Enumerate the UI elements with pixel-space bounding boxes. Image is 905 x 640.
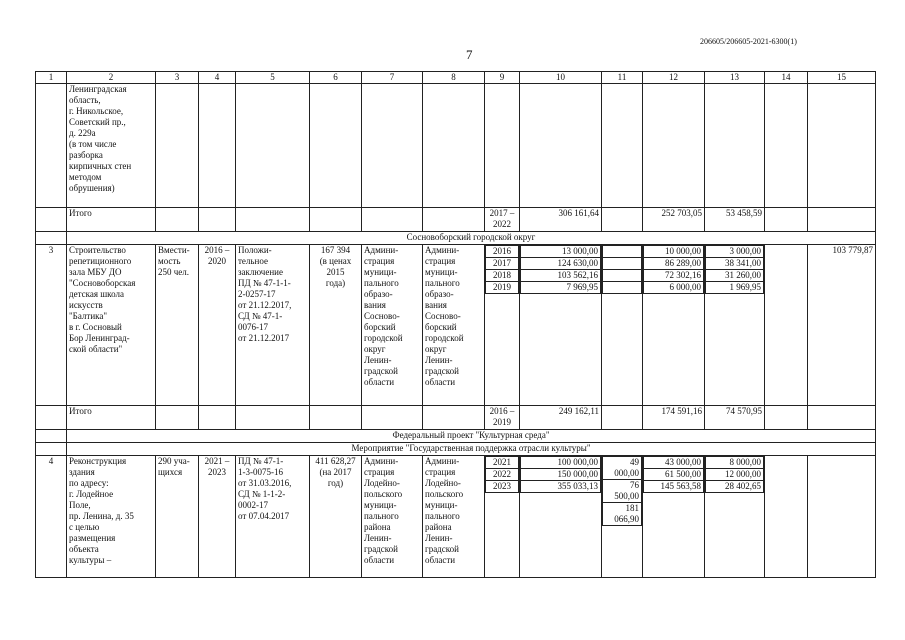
federal-cell [603,282,642,294]
column-header: 4 [199,72,236,84]
object-capacity: 290 уча- щихся [156,456,199,578]
regional-cell: 72 302,16 [644,270,704,282]
regional-cell: 61 500,00 [644,469,704,481]
column-header: 15 [808,72,876,84]
total-label: Итого [67,406,156,430]
budget-table [35,71,876,578]
year-cell: 2022 [486,469,519,481]
total-local: 74 570,95 [705,406,765,430]
amount-cell: 13 000,00 [521,246,601,258]
developer: Админи- страция Лодейно- польского муници- пального района Ленин- градской области [423,456,485,578]
total-years: 2016 – 2019 [485,406,520,430]
regional-cell: 86 289,00 [644,258,704,270]
column-header: 5 [236,72,310,84]
column-header: 6 [310,72,362,84]
year-cell: 2017 [486,258,519,270]
column-header: 9 [485,72,520,84]
construction-period: 2021 – 2023 [199,456,236,578]
local-cell: 31 260,00 [706,270,764,282]
column-header: 8 [423,72,485,84]
total-amount: 306 161,64 [520,208,602,232]
amount-cell: 124 630,00 [521,258,601,270]
year-cell: 2019 [486,282,519,294]
amount-cell: 150 000,00 [521,469,601,481]
year-cell: 2023 [486,481,519,493]
object-name: Реконструкция здания по адресу: г. Лодейное Поле, пр. Ленина, д. 35 с целью размещения объекта культуры – [67,456,156,578]
section-row [36,430,876,443]
local-cell: 38 341,00 [706,258,764,270]
row-number: 3 [36,245,67,406]
column-header: 3 [156,72,199,84]
construction-period: 2016 – 2020 [199,245,236,406]
federal-cell [603,246,642,258]
row-number: 4 [36,456,67,578]
estimated-cost: 167 394 (в ценах 2015 года) [310,245,362,406]
column-header: 1 [36,72,67,84]
regional-cell: 10 000,00 [644,246,704,258]
local-cell: 3 000,00 [706,246,764,258]
total-years: 2017 – 2022 [485,208,520,232]
column-header: 2 [67,72,156,84]
total-row [36,208,876,232]
customer: Админи- страция Лодейно- польского муници- пального района Ленин- градской области [362,456,423,578]
total-row [36,406,876,430]
amount-cell: 100 000,00 [521,457,601,469]
federal-cell [603,270,642,282]
regional-cell: 43 000,00 [644,457,704,469]
federal-cell: 181 066,90 [603,503,642,526]
year-cell: 2021 [486,457,519,469]
local-cell: 12 000,00 [706,469,764,481]
amount-cell: 355 033,13 [521,481,601,493]
regional-cell: 145 563,58 [644,481,704,493]
total-regional: 252 703,05 [643,208,705,232]
column-header: 13 [705,72,765,84]
total-local: 53 458,59 [705,208,765,232]
column-number-row [36,72,876,84]
developer: Админи- страция муници- пального образо- вания Сосново- борский городской округ Ленин- градской области [423,245,485,406]
object-name: Строительство репетиционного зала МБУ ДО "Сосновоборская детская школа искусств "Балтика" в г. Сосновый Бор Ленинград- ской области" [67,245,156,406]
column-header: 14 [765,72,808,84]
table-row [36,84,876,208]
project-documents: ПД № 47-1- 1-3-0075-16 от 31.03.2016, СД № 1-1-2- 0002-17 от 07.04.2017 [236,456,310,578]
federal-cell [603,258,642,270]
year-cell: 2016 [486,246,519,258]
section-row [36,232,876,245]
section-subtitle: Мероприятие "Государственная поддержка отрасли культуры" [67,443,876,456]
total-label: Итого [67,208,156,232]
table-row [36,245,876,406]
federal-cell: 76 500,00 [603,480,642,503]
object-name: Ленинградская область, г. Никольское, Советский пр., д. 229а (в том числе разборка кирпичных стен методом обрушения) [67,84,156,208]
local-cell: 28 402,65 [706,481,764,493]
customer: Админи- страция муници- пального образо- вания Сосново- борский городской округ Ленин- градской области [362,245,423,406]
estimated-cost: 411 628,27 (на 2017 год) [310,456,362,578]
column-header: 7 [362,72,423,84]
document-id: 206605/206605-2021-6300(1) [700,37,797,46]
local-cell: 1 969,95 [706,282,764,294]
column-header: 11 [602,72,643,84]
total-regional: 174 591,16 [643,406,705,430]
local-cell: 8 000,00 [706,457,764,469]
section-title: Федеральный проект "Культурная среда" [67,430,876,443]
section-title: Сосновоборский городской округ [67,232,876,245]
project-documents: Положи- тельное заключение ПД № 47-1-1- 2-0257-17 от 21.12.2017, СД № 47-1- 0076-17 от 21.12.2017 [236,245,310,406]
year-cell: 2018 [486,270,519,282]
amount-cell: 103 562,16 [521,270,601,282]
table-row [36,456,876,578]
object-capacity: Вмести- мость 250 чел. [156,245,199,406]
column-header: 10 [520,72,602,84]
total-cost-cell: 103 779,87 [808,245,876,406]
total-amount: 249 162,11 [520,406,602,430]
section-row [36,443,876,456]
column-header: 12 [643,72,705,84]
page-number: 7 [466,47,473,62]
amount-cell: 7 969,95 [521,282,601,294]
regional-cell: 6 000,00 [644,282,704,294]
federal-cell: 49 000,00 [603,457,642,480]
